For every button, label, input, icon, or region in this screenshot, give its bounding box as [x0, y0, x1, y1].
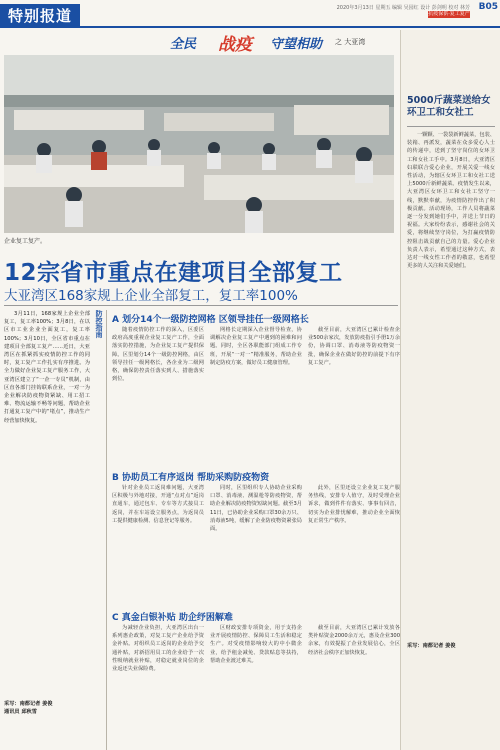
- section-column: 截至目前，大亚湾区已累计发放各类补贴资金2000余万元，惠及企业300余家，有效提振了企业发展信心，全区经济社会秩序正加快恢复。: [308, 625, 400, 656]
- photo-caption: 企业复工复产。: [4, 238, 47, 245]
- sidebar-body: 一颗颗、一袋袋新鲜蔬菜，包装、装箱、再派发，蔬菜在众多爱心人士的传递中，送到了坚守岗位的女环卫工和女社工手中。3月8日，大亚湾区妇联联合爱心企业，开展关爱一线女性活动，为辖区女环卫工和女社工送上5000斤新鲜蔬菜。疫情发生以来，大亚湾区女环卫工和女社工坚守一线，默默奉献，为疫情防控作出了积极贡献。活动现场，工作人员将蔬菜逐一分发到她们手中，并送上节日的祝福。大家纷纷表示，感谢社会的关爱，将继续坚守岗位，为打赢疫情防控阻击战贡献自己的力量。爱心企业负责人表示，希望通过这种方式，表达对一线女性工作者的敬意，也希望更多的人关注和关爱她们。: [407, 132, 495, 270]
- banner-sub: 之 大亚湾: [335, 38, 366, 46]
- column-banner: [130, 30, 380, 54]
- subheadline: 大亚湾区168家规上企业全部复工，复工率100%: [4, 288, 298, 304]
- sidebar-rule: [407, 126, 495, 127]
- lead-paragraph: 3月11日，168家规上企业全部复工，复工率100%；3月8日，在以区市工业企业全面复工，复工率100%；3月10日，全区省市重点在建项目全部复工复产……近日，大亚湾区在抓紧抓实疫情防控工作的同时，复工复产工作扎实有序推进。为全力做好企业复工复产服务工作，大亚湾区建立了“一企一专员”机制，由区直各部门挂钩联系企业，一对一为企业解决防疫物资紧缺、用工招工难、物流运输不畅等问题，帮助企业打通复工复产中的“堵点”，推动生产经营加快恢复。: [4, 311, 90, 424]
- factory-photo: [4, 55, 394, 233]
- section-b: [112, 470, 400, 533]
- sidebar-title: 5000斤蔬菜送给女环卫工和女社工: [407, 95, 491, 118]
- headline-rule: [4, 305, 398, 306]
- section-column: 网格长定期深入企业督导检查，协调解决企业复工复产中遇到的困难和问题。同时，全区各职能部门组成工作专班，开展“一对一”精准服务，帮助企业制定防疫方案，做好员工健康管理。: [210, 327, 302, 366]
- page-number: B05: [478, 2, 498, 12]
- banner-part1: 全民: [170, 37, 197, 52]
- section-column: 为减轻企业负担，大亚湾区出台一系列惠企政策，对复工复产企业给予资金补贴。对组织员工返岗的企业给予交通补贴，对新招用员工的企业给予一次性吸纳就业补贴，对稳定就业岗位的企业返还失业保险费。: [112, 625, 204, 673]
- banner-part2: 战疫: [218, 35, 252, 55]
- section-tab: 特别报道: [0, 4, 80, 28]
- section-title: C 真金白银补贴 助企纾困解难: [112, 613, 233, 623]
- section-column: 截至目前，大亚湾区已累计检查企业500余家次，发放防疫指引手册1万余份，协调口罩、消毒液等防疫物资一批，确保企业在做好防控的前提下有序复工复产。: [308, 327, 400, 366]
- column-divider: [106, 310, 107, 750]
- section-title: B 协助员工有序返岗 帮助采购防疫物资: [112, 473, 270, 483]
- section-column: 同时，区里组织专人协助企业采购口罩、消毒液、测温枪等防疫物资，帮助企业解决防疫物资短缺问题。截至3月11日，已协助企业采购口罩30余万只、消毒液5吨，缓解了企业防疫物资紧张局面。: [210, 485, 302, 533]
- section-c: [112, 610, 400, 673]
- headline: 12宗省市重点在建项目全部复工: [4, 260, 343, 286]
- author-line: 通讯员 邱秋雪: [4, 709, 37, 715]
- header-tag: 抗疫保供·复工复产: [428, 11, 470, 17]
- sidebar-author: 采写：南都记者 姜俊: [407, 643, 456, 649]
- header-rule: [80, 26, 500, 28]
- section-column: 区财政安排专项资金，用于支持企业开展疫情防控、保障员工生活和稳定生产。对受疫情影响较大的中小微企业，给予租金减免、贷款贴息等扶持，帮助企业渡过难关。: [210, 625, 302, 664]
- sidebar-story: [400, 30, 500, 750]
- section-title: A 划分14个一级防控网格 区领导挂任一级网格长: [112, 315, 309, 325]
- header-meta: 2020年3月13日 星期五 编辑 吴园红 设计 彭剑明 校对 林芳: [336, 5, 470, 11]
- section-a: [112, 312, 400, 383]
- section-column: 随着疫情防控工作的深入，区委区政府高度重视企业复工复产工作，全面落实防控措施，为企业复工复产提供保障。区里划分14个一级防控网格，由区领导挂任一级网格长，各企业为二级网格，确保防控责任落实到人、措施落实到位。: [112, 327, 204, 383]
- author-line: 采写：南都记者 姜俊: [4, 701, 53, 707]
- page-header: [0, 0, 500, 30]
- banner-part3: 守望相助: [270, 37, 323, 52]
- vertical-label: 防控指南: [95, 310, 103, 338]
- section-column: 针对企业员工返岗难问题，大亚湾区积极与外地对接，开通“点对点”返岗直通车，通过包车、专车等方式接员工返岗，并在车站设立服务点，为返岗员工提供健康检测、信息登记等服务。: [112, 485, 204, 524]
- lead-author: [4, 700, 90, 716]
- section-column: 此外，区里还设立企业复工复产服务热线，安排专人值守，及时受理企业诉求，做到件件有落实、事事有回音，切实为企业排忧解难，推动企业全面恢复正常生产秩序。: [308, 485, 400, 524]
